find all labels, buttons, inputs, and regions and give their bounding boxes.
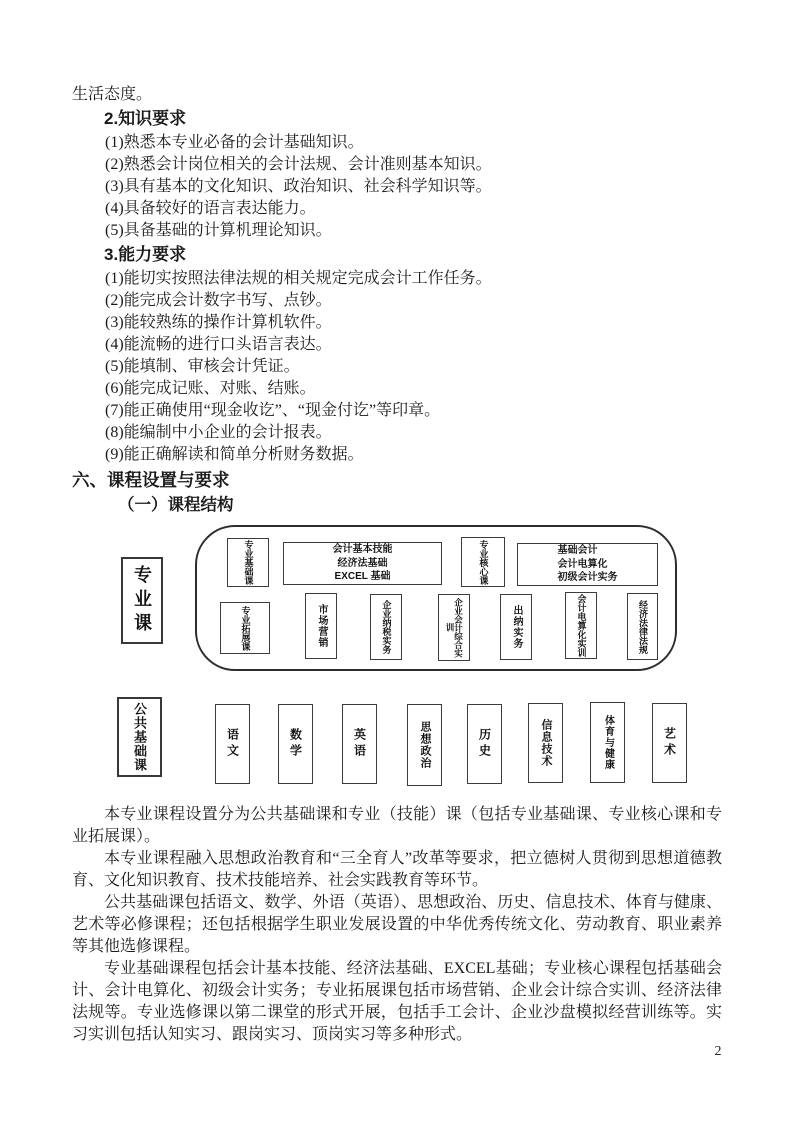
ability-item: (1)能切实按照法律法规的相关规定完成会计工作任务。 (105, 270, 492, 287)
ability-item: (5)能填制、审核会计凭证。 (105, 358, 300, 375)
public-basic-course-label: 公共基础课 (117, 697, 162, 777)
document-content (72, 84, 722, 1046)
section-heading-course-setup: 六、课程设置与要求 (72, 470, 230, 490)
paragraph-professional-courses: 专业基础课程包括会计基本技能、经济法基础、EXCEL基础；专业核心课程包括基础会计、会计电算化、初级会计实务；专业拓展课包括市场营销、企业会计综合实训、经济法律法规等。专业选修课以第二课堂的形式开展，包括手工会计、企业沙盘模拟经营训练等。实习实训包括认知实习、跟岗实习、顶岗实习等多种形式。 (72, 960, 722, 1043)
course-box-art: 艺术 (652, 703, 687, 783)
knowledge-item: (2)熟悉会计岗位相关的会计法规、会计准则基本知识。 (105, 156, 492, 173)
expansion-course-category-box: 专业拓展课 (220, 602, 270, 654)
body-paragraphs (72, 804, 722, 1046)
paragraph-public-courses: 公共基础课包括语文、数学、外语（英语）、思想政治、历史、信息技术、体育与健康、艺术等必修课程；还包括根据学生职业发展设置的中华优秀传统文化、劳动教育、职业素养等其他选修课程。 (72, 894, 722, 955)
ability-item: (3)能较熟练的操作计算机软件。 (105, 314, 332, 331)
course-structure-diagram (72, 522, 722, 790)
course-box-ideology-politics: 思想政治 (407, 704, 442, 786)
sub-heading-course-structure: （一）课程结构 (118, 496, 234, 514)
ability-requirements-heading: 3.能力要求 (104, 245, 187, 264)
course-box-accounting-comprehensive-training: 企业会计综合实训 (438, 594, 470, 661)
basic-course-list: 会计基本技能 经济法基础 EXCEL 基础 (332, 544, 393, 583)
ability-item: (7)能正确使用“现金收讫”、“现金付讫”等印章。 (105, 402, 441, 419)
core-course-list-box (517, 543, 658, 586)
knowledge-requirements-heading: 2.知识要求 (104, 109, 187, 128)
knowledge-item: (3)具有基本的文化知识、政治知识、社会科学知识等。 (105, 178, 492, 195)
knowledge-item: (5)具备基础的计算机理论知识。 (105, 222, 332, 239)
course-box-chinese: 语文 (215, 704, 250, 784)
knowledge-item: (4)具备较好的语言表达能力。 (105, 200, 316, 217)
knowledge-item: (1)熟悉本专业必备的会计基础知识。 (105, 134, 364, 151)
course-box-cashier-practice: 出纳实务 (500, 594, 532, 660)
paragraph-ideology-integration: 本专业课程融入思想政治教育和“三全育人”改革等要求，把立德树人贯彻到思想道德教育、文化知识教育、技术技能培养、社会实践教育等环节。 (72, 850, 722, 889)
basic-course-category-box: 专业基础课 (227, 538, 269, 587)
course-box-marketing: 市场营销 (305, 593, 337, 659)
ability-item: (4)能流畅的进行口头语言表达。 (105, 336, 332, 353)
basic-course-list-box (283, 542, 442, 585)
professional-course-label: 专业课 (121, 557, 163, 644)
ability-item: (8)能编制中小企业的会计报表。 (105, 424, 332, 441)
course-box-pe-health: 体育与健康 (590, 702, 625, 783)
paragraph-course-division: 本专业课程设置分为公共基础课和专业（技能）课（包括专业基础课、专业核心课和专业拓展课）。 (72, 806, 722, 845)
core-course-list: 基础会计 会计电算化 初级会计实务 (557, 545, 618, 584)
course-box-information-technology: 信息技术 (528, 703, 563, 783)
course-box-math: 数学 (278, 704, 313, 784)
course-box-computerized-accounting-training: 会计电算化实训 (565, 592, 597, 659)
course-box-economic-law: 经济法律法规 (627, 593, 658, 660)
page-number: 2 (714, 1044, 722, 1059)
course-box-enterprise-tax-practice: 企业纳税实务 (370, 594, 402, 660)
course-box-history: 历史 (467, 704, 502, 784)
intro-line: 生活态度。 (72, 86, 153, 103)
ability-item: (6)能完成记账、对账、结账。 (105, 380, 316, 397)
core-course-category-box: 专业核心课 (461, 537, 505, 587)
ability-item: (2)能完成会计数字书写、点钞。 (105, 292, 332, 309)
ability-item: (9)能正确解读和简单分析财务数据。 (105, 446, 364, 463)
course-box-english: 英语 (342, 704, 377, 784)
